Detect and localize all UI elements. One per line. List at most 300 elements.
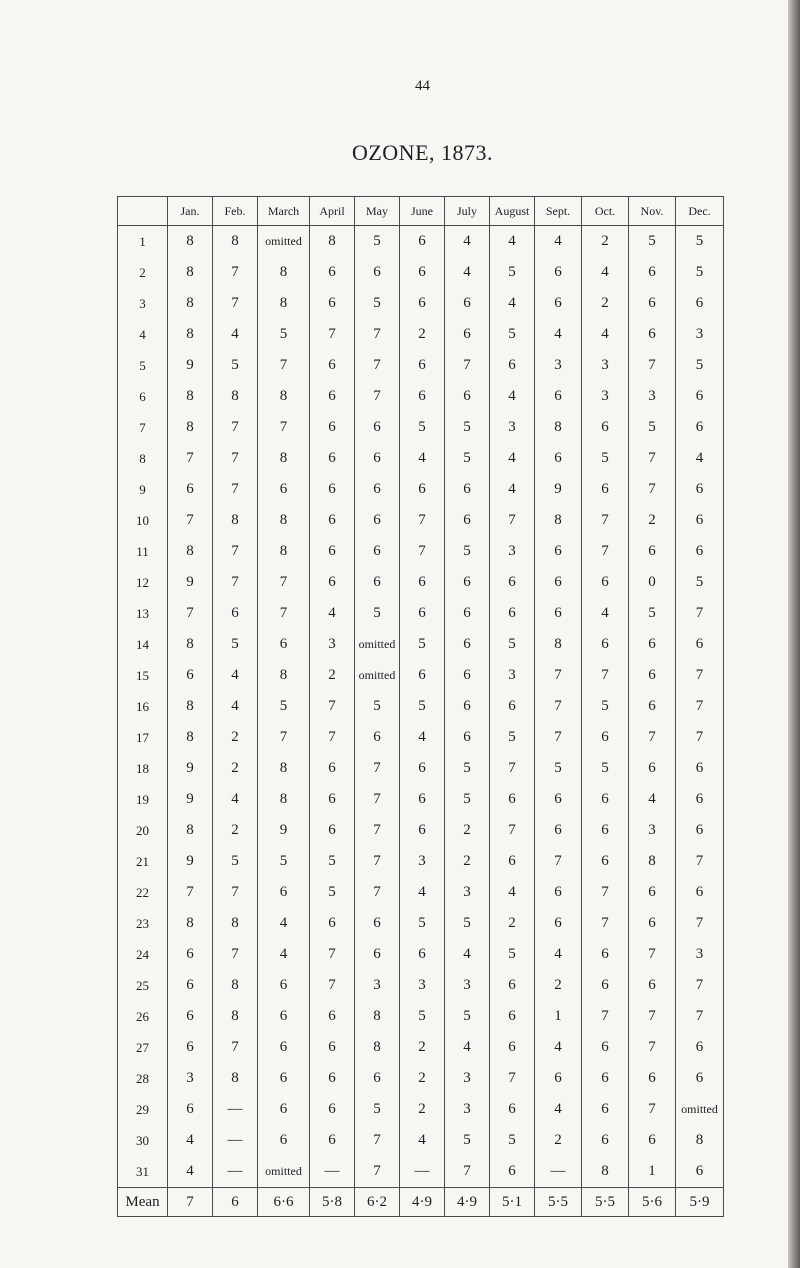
ozone-value: 6 [168,474,213,505]
ozone-value: — [535,1156,582,1188]
ozone-value: 8 [168,722,213,753]
column-header: Oct. [582,197,629,226]
ozone-value: 6 [310,1001,355,1032]
table-row [118,1063,724,1094]
ozone-value: 6 [445,474,490,505]
ozone-value: 7 [168,505,213,536]
ozone-value: 7 [355,1156,400,1188]
page-title: OZONE, 1873. [351,140,494,165]
ozone-value: 4 [168,1125,213,1156]
ozone-value: 5 [355,226,400,258]
ozone-value: 6 [490,567,535,598]
ozone-value: 7 [213,877,258,908]
ozone-value: 6 [490,1032,535,1063]
ozone-value: 4 [213,319,258,350]
ozone-value: 6 [310,1094,355,1125]
ozone-value: 9 [168,753,213,784]
ozone-value: 8 [258,536,310,567]
ozone-value: 8 [168,257,213,288]
ozone-value: 7 [213,412,258,443]
ozone-value: 3 [355,970,400,1001]
ozone-value: 6 [400,288,445,319]
ozone-value: 6 [310,474,355,505]
day-number: 5 [118,350,168,381]
ozone-value: 6 [490,350,535,381]
ozone-value: 6 [582,567,629,598]
ozone-value: 8 [213,1063,258,1094]
ozone-value: 8 [535,505,582,536]
ozone-value: 6 [490,1094,535,1125]
ozone-value: 6 [213,598,258,629]
ozone-value: 6 [258,474,310,505]
ozone-value: 8 [258,381,310,412]
ozone-value: 6 [582,474,629,505]
ozone-value: 6 [258,1063,310,1094]
ozone-value: 5 [258,846,310,877]
mean-value: 4·9 [400,1188,445,1217]
ozone-value: 6 [400,660,445,691]
ozone-value: 3 [490,660,535,691]
column-header: March [258,197,310,226]
ozone-value: 6 [490,691,535,722]
ozone-value: 4 [168,1156,213,1188]
ozone-value: 9 [535,474,582,505]
ozone-value: 7 [582,660,629,691]
day-number: 8 [118,443,168,474]
table-row [118,350,724,381]
ozone-value: 6 [400,753,445,784]
ozone-value: 8 [258,443,310,474]
ozone-value: omitted [355,660,400,691]
day-number: 29 [118,1094,168,1125]
ozone-value: 5 [445,1125,490,1156]
day-number: 2 [118,257,168,288]
ozone-value: 4 [490,877,535,908]
ozone-value: 6 [535,877,582,908]
day-number: 23 [118,908,168,939]
ozone-value: 5 [400,691,445,722]
ozone-value: 6 [629,753,676,784]
ozone-value: 7 [629,1094,676,1125]
ozone-value: 3 [582,381,629,412]
ozone-value: 8 [168,381,213,412]
ozone-value: 6 [310,257,355,288]
ozone-value: 6 [490,1001,535,1032]
ozone-value: 4 [213,691,258,722]
day-number: 27 [118,1032,168,1063]
ozone-value: 5 [213,350,258,381]
ozone-value: 6 [535,381,582,412]
table-row [118,1001,724,1032]
table-row [118,257,724,288]
ozone-value: 7 [582,877,629,908]
ozone-value: 6 [400,381,445,412]
ozone-value: 5 [445,784,490,815]
ozone-value: 6 [355,412,400,443]
ozone-value: 7 [213,1032,258,1063]
ozone-value: 7 [676,722,724,753]
day-number: 21 [118,846,168,877]
ozone-value: 2 [445,846,490,877]
ozone-value: 6 [355,536,400,567]
header-row [118,197,724,226]
ozone-value: 4 [582,257,629,288]
ozone-value: 6 [310,1032,355,1063]
ozone-value: 6 [490,970,535,1001]
ozone-value: 6 [629,691,676,722]
ozone-value: 6 [310,536,355,567]
column-header: May [355,197,400,226]
table-row [118,536,724,567]
ozone-value: 6 [258,1001,310,1032]
ozone-value: 6 [355,908,400,939]
ozone-value: 7 [213,939,258,970]
ozone-value: 2 [535,1125,582,1156]
mean-value: 6·2 [355,1188,400,1217]
ozone-value: 8 [582,1156,629,1188]
ozone-value: 1 [535,1001,582,1032]
ozone-value: 6 [310,1125,355,1156]
ozone-value: 7 [629,443,676,474]
ozone-value: 6 [400,474,445,505]
ozone-value: 5 [582,753,629,784]
ozone-value: 6 [310,381,355,412]
ozone-value: 6 [535,908,582,939]
ozone-value: 6 [445,567,490,598]
ozone-value: 4 [445,226,490,258]
ozone-value: 7 [168,598,213,629]
ozone-value: 2 [310,660,355,691]
ozone-value: 6 [676,536,724,567]
ozone-value: 6 [582,1094,629,1125]
day-number: 3 [118,288,168,319]
day-number: 14 [118,629,168,660]
ozone-value: 6 [445,505,490,536]
ozone-value: 6 [310,567,355,598]
ozone-value: 6 [400,350,445,381]
ozone-value: 4 [400,722,445,753]
ozone-value: 4 [400,877,445,908]
day-number: 6 [118,381,168,412]
ozone-value: 6 [582,1125,629,1156]
ozone-value: 6 [535,257,582,288]
table-row [118,846,724,877]
ozone-value: 4 [490,288,535,319]
ozone-value: omitted [258,226,310,258]
ozone-value: 6 [400,784,445,815]
ozone-value: 6 [258,877,310,908]
ozone-value: 4 [400,1125,445,1156]
ozone-value: 8 [213,1001,258,1032]
ozone-value: 7 [355,815,400,846]
table-row [118,753,724,784]
ozone-value: 3 [445,1063,490,1094]
ozone-value: 5 [676,226,724,258]
ozone-value: 5 [629,412,676,443]
ozone-value: 6 [310,753,355,784]
day-number: 9 [118,474,168,505]
table-row [118,567,724,598]
ozone-value: 4 [676,443,724,474]
ozone-value: 3 [676,319,724,350]
ozone-value: 6 [629,319,676,350]
ozone-value: 7 [355,381,400,412]
ozone-table [117,196,724,1217]
ozone-value: 4 [445,257,490,288]
column-header: Dec. [676,197,724,226]
ozone-value: 7 [310,722,355,753]
column-header: Jan. [168,197,213,226]
ozone-value: 6 [535,815,582,846]
ozone-value: 6 [535,784,582,815]
ozone-value: 6 [168,1001,213,1032]
ozone-value: 6 [168,1032,213,1063]
ozone-value: 2 [400,1063,445,1094]
ozone-value: 6 [445,288,490,319]
ozone-value: 6 [355,474,400,505]
ozone-value: 2 [213,815,258,846]
table-row [118,319,724,350]
ozone-value: 5 [445,536,490,567]
ozone-value: 6 [629,877,676,908]
ozone-value: 5 [400,412,445,443]
ozone-value: 5 [445,1001,490,1032]
ozone-value: 5 [355,288,400,319]
ozone-value: 8 [258,505,310,536]
mean-value: 5·8 [310,1188,355,1217]
ozone-value: 8 [355,1001,400,1032]
ozone-value: 7 [535,691,582,722]
ozone-value: 7 [582,536,629,567]
ozone-value: 3 [535,350,582,381]
ozone-value: 7 [676,846,724,877]
table-row [118,443,724,474]
table-row [118,412,724,443]
ozone-value: 7 [676,691,724,722]
ozone-value: 9 [168,567,213,598]
ozone-value: 5 [490,629,535,660]
day-number: 20 [118,815,168,846]
table-row [118,908,724,939]
ozone-value: 6 [629,629,676,660]
table-row [118,629,724,660]
ozone-value: 8 [310,226,355,258]
ozone-value: 5 [445,443,490,474]
mean-value: 5·6 [629,1188,676,1217]
ozone-value: 7 [629,722,676,753]
ozone-value: 6 [445,381,490,412]
mean-value: 6 [213,1188,258,1217]
ozone-value: 6 [400,257,445,288]
mean-value: 4·9 [445,1188,490,1217]
ozone-value: 7 [168,877,213,908]
ozone-value: 7 [355,846,400,877]
ozone-value: 6 [582,846,629,877]
ozone-value: 6 [582,1032,629,1063]
ozone-value: 5 [490,722,535,753]
ozone-value: 5 [490,257,535,288]
ozone-value: 6 [676,629,724,660]
ozone-value: 7 [213,536,258,567]
ozone-value: 7 [490,505,535,536]
ozone-value: 6 [629,257,676,288]
ozone-value: 5 [400,629,445,660]
ozone-value: 7 [355,753,400,784]
ozone-value: 7 [535,846,582,877]
mean-value: 5·5 [535,1188,582,1217]
ozone-value: 2 [490,908,535,939]
ozone-value: 8 [258,288,310,319]
ozone-value: omitted [355,629,400,660]
day-number: 22 [118,877,168,908]
ozone-value: 6 [582,784,629,815]
ozone-value: 6 [582,629,629,660]
ozone-value: 5 [629,226,676,258]
mean-value: 7 [168,1188,213,1217]
ozone-value: 8 [168,629,213,660]
ozone-value: 6 [400,598,445,629]
ozone-value: 8 [168,691,213,722]
ozone-value: 8 [168,319,213,350]
day-number: 10 [118,505,168,536]
ozone-value: 6 [310,815,355,846]
ozone-value: 4 [258,939,310,970]
ozone-value: 3 [676,939,724,970]
ozone-value: 2 [213,722,258,753]
ozone-value: 7 [445,1156,490,1188]
ozone-value: 2 [535,970,582,1001]
ozone-value: 3 [629,381,676,412]
ozone-value: 7 [676,970,724,1001]
ozone-value: 7 [629,1032,676,1063]
ozone-value: 6 [310,443,355,474]
ozone-value: 3 [400,846,445,877]
ozone-value: 5 [445,753,490,784]
ozone-value: 6 [629,970,676,1001]
ozone-value: 6 [310,505,355,536]
ozone-value: 7 [258,722,310,753]
table-row [118,288,724,319]
ozone-value: — [213,1156,258,1188]
ozone-value: omitted [676,1094,724,1125]
ozone-value: 6 [676,474,724,505]
ozone-value: 6 [445,319,490,350]
ozone-value: 7 [213,474,258,505]
ozone-value: 6 [490,598,535,629]
ozone-value: 6 [258,1125,310,1156]
day-number: 31 [118,1156,168,1188]
ozone-value: 7 [258,350,310,381]
ozone-value: 6 [258,1032,310,1063]
ozone-value: 7 [168,443,213,474]
ozone-value: 6 [445,629,490,660]
ozone-value: 8 [168,226,213,258]
ozone-value: 6 [582,939,629,970]
ozone-value: 5 [490,939,535,970]
ozone-value: 6 [535,443,582,474]
ozone-value: 6 [582,412,629,443]
ozone-value: 8 [213,908,258,939]
ozone-value: 6 [168,1094,213,1125]
column-header: Nov. [629,197,676,226]
ozone-value: 6 [629,536,676,567]
ozone-value: 7 [355,350,400,381]
ozone-value: 5 [490,319,535,350]
ozone-value: 7 [310,970,355,1001]
ozone-value: 7 [676,598,724,629]
ozone-value: 8 [168,412,213,443]
ozone-value: 4 [535,319,582,350]
day-number: 1 [118,226,168,258]
page-edge-shadow [788,0,800,1268]
day-number: 30 [118,1125,168,1156]
ozone-value: 7 [258,567,310,598]
ozone-value: 5 [535,753,582,784]
ozone-value: 7 [258,598,310,629]
ozone-value: omitted [258,1156,310,1188]
ozone-value: 0 [629,567,676,598]
table-row [118,226,724,258]
ozone-value: 5 [629,598,676,629]
ozone-value: 6 [676,381,724,412]
ozone-value: 6 [310,412,355,443]
ozone-value: 7 [355,1125,400,1156]
ozone-value: 5 [258,319,310,350]
ozone-value: 5 [582,443,629,474]
table-row [118,939,724,970]
mean-value: 5·1 [490,1188,535,1217]
ozone-value: 6 [535,1063,582,1094]
ozone-value: 2 [582,226,629,258]
ozone-value: 2 [400,1094,445,1125]
ozone-value: 7 [400,536,445,567]
ozone-value: 4 [490,474,535,505]
ozone-value: 6 [400,226,445,258]
ozone-value: 7 [310,319,355,350]
ozone-value: 3 [490,412,535,443]
ozone-value: 7 [310,691,355,722]
ozone-value: 6 [629,660,676,691]
ozone-value: 5 [310,877,355,908]
ozone-value: 6 [168,660,213,691]
ozone-value: 8 [213,381,258,412]
ozone-value: 6 [310,288,355,319]
ozone-value: 8 [213,226,258,258]
ozone-value: 7 [355,877,400,908]
ozone-value: 2 [582,288,629,319]
ozone-value: 6 [310,908,355,939]
ozone-value: 5 [445,412,490,443]
ozone-value: 3 [168,1063,213,1094]
ozone-value: 8 [258,784,310,815]
ozone-value: 9 [168,846,213,877]
ozone-value: 6 [535,598,582,629]
column-header: June [400,197,445,226]
ozone-value: 7 [355,784,400,815]
table-row [118,815,724,846]
ozone-value: 7 [582,505,629,536]
ozone-value: 7 [629,474,676,505]
ozone-value: 5 [400,1001,445,1032]
ozone-value: 6 [676,505,724,536]
ozone-value: 8 [676,1125,724,1156]
ozone-value: 5 [355,691,400,722]
ozone-value: 6 [355,1063,400,1094]
ozone-value: 8 [258,660,310,691]
ozone-value: 8 [258,257,310,288]
ozone-value: 6 [676,815,724,846]
ozone-value: 6 [535,288,582,319]
